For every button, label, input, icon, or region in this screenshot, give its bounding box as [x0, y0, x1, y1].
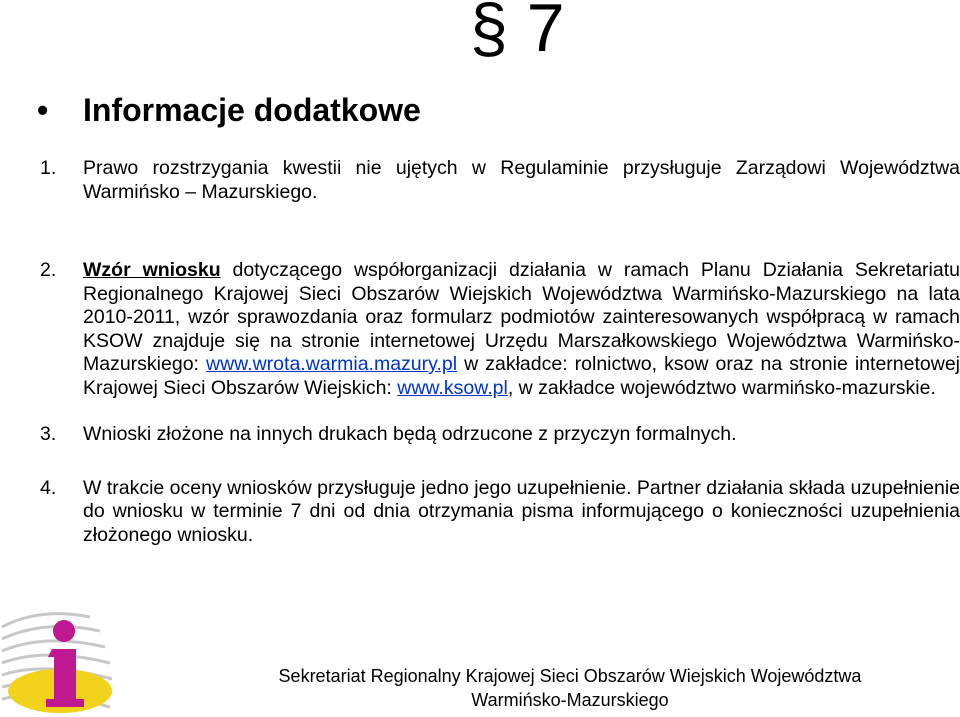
footer-line-2: Warmińsko-Mazurskiego — [471, 690, 669, 710]
link-ksow[interactable]: www.ksow.pl — [397, 376, 508, 399]
item-text-b: w zakładce: rolnictwo, ksow oraz na stronie internetowej Krajowej Sieci Obszarów Wiejskich: — [83, 353, 960, 399]
link-wrota[interactable]: www.wrota.warmia.mazury.pl — [206, 353, 458, 375]
item-text: W trakcie oceny wniosków przysługuje jedno jego uzupełnienie. Partner działania składa uzupełnienie do wniosku w terminie 7 dni od dnia otrzymania pisma informującego o konieczności uzupełnienia złożonego wniosku. — [83, 476, 960, 546]
list-item-1 — [40, 157, 960, 204]
item-number: 4. — [40, 476, 57, 499]
logo-dot — [53, 620, 75, 642]
footer-line-1: Sekretariat Regionalny Krajowej Sieci Obszarów Wiejskich Województwa — [278, 666, 862, 686]
info-i-logo-icon — [0, 587, 130, 717]
item-number: 2. — [40, 259, 57, 281]
list-item-3 — [40, 423, 960, 447]
item-number: 3. — [40, 423, 57, 445]
info-list — [40, 157, 960, 547]
heading — [37, 88, 421, 132]
item-text-c: , w zakładce województwo warmińsko-mazurskie. — [507, 376, 936, 399]
list-item-4 — [40, 477, 960, 548]
bullet-icon: • — [37, 92, 49, 128]
footer — [200, 664, 940, 712]
item-lead: Wzór wniosku — [83, 259, 221, 281]
item-text: Prawo rozstrzygania kwestii nie ujętych w Regulaminie przysługuje Zarządowi Województwa Warmińsko – Mazurskiego. — [83, 157, 960, 203]
item-number: 1. — [40, 157, 57, 179]
list-item-2 — [40, 259, 960, 400]
item-text: Wnioski złożone na innych drukach będą odrzucone z przyczyn formalnych. — [83, 423, 737, 445]
section-number: § 7 — [470, 0, 565, 66]
item-text-a: dotyczącego współorganizacji działania w ramach Planu Działania Sekretariatu Regionalnego Krajowej Sieci Obszarów Wiejskich Województwa Warmińsko-Mazurskiego na lata 2010-2011, wzór sprawozdania oraz formularz podmiotów zainteresowanych współpracą w ramach KSOW znajduje się na stronie internetowej Urzędu Marszałkowskiego Województwa Warmińsko-Mazurskiego: — [83, 259, 960, 375]
heading-text: Informacje dodatkowe — [83, 92, 421, 128]
